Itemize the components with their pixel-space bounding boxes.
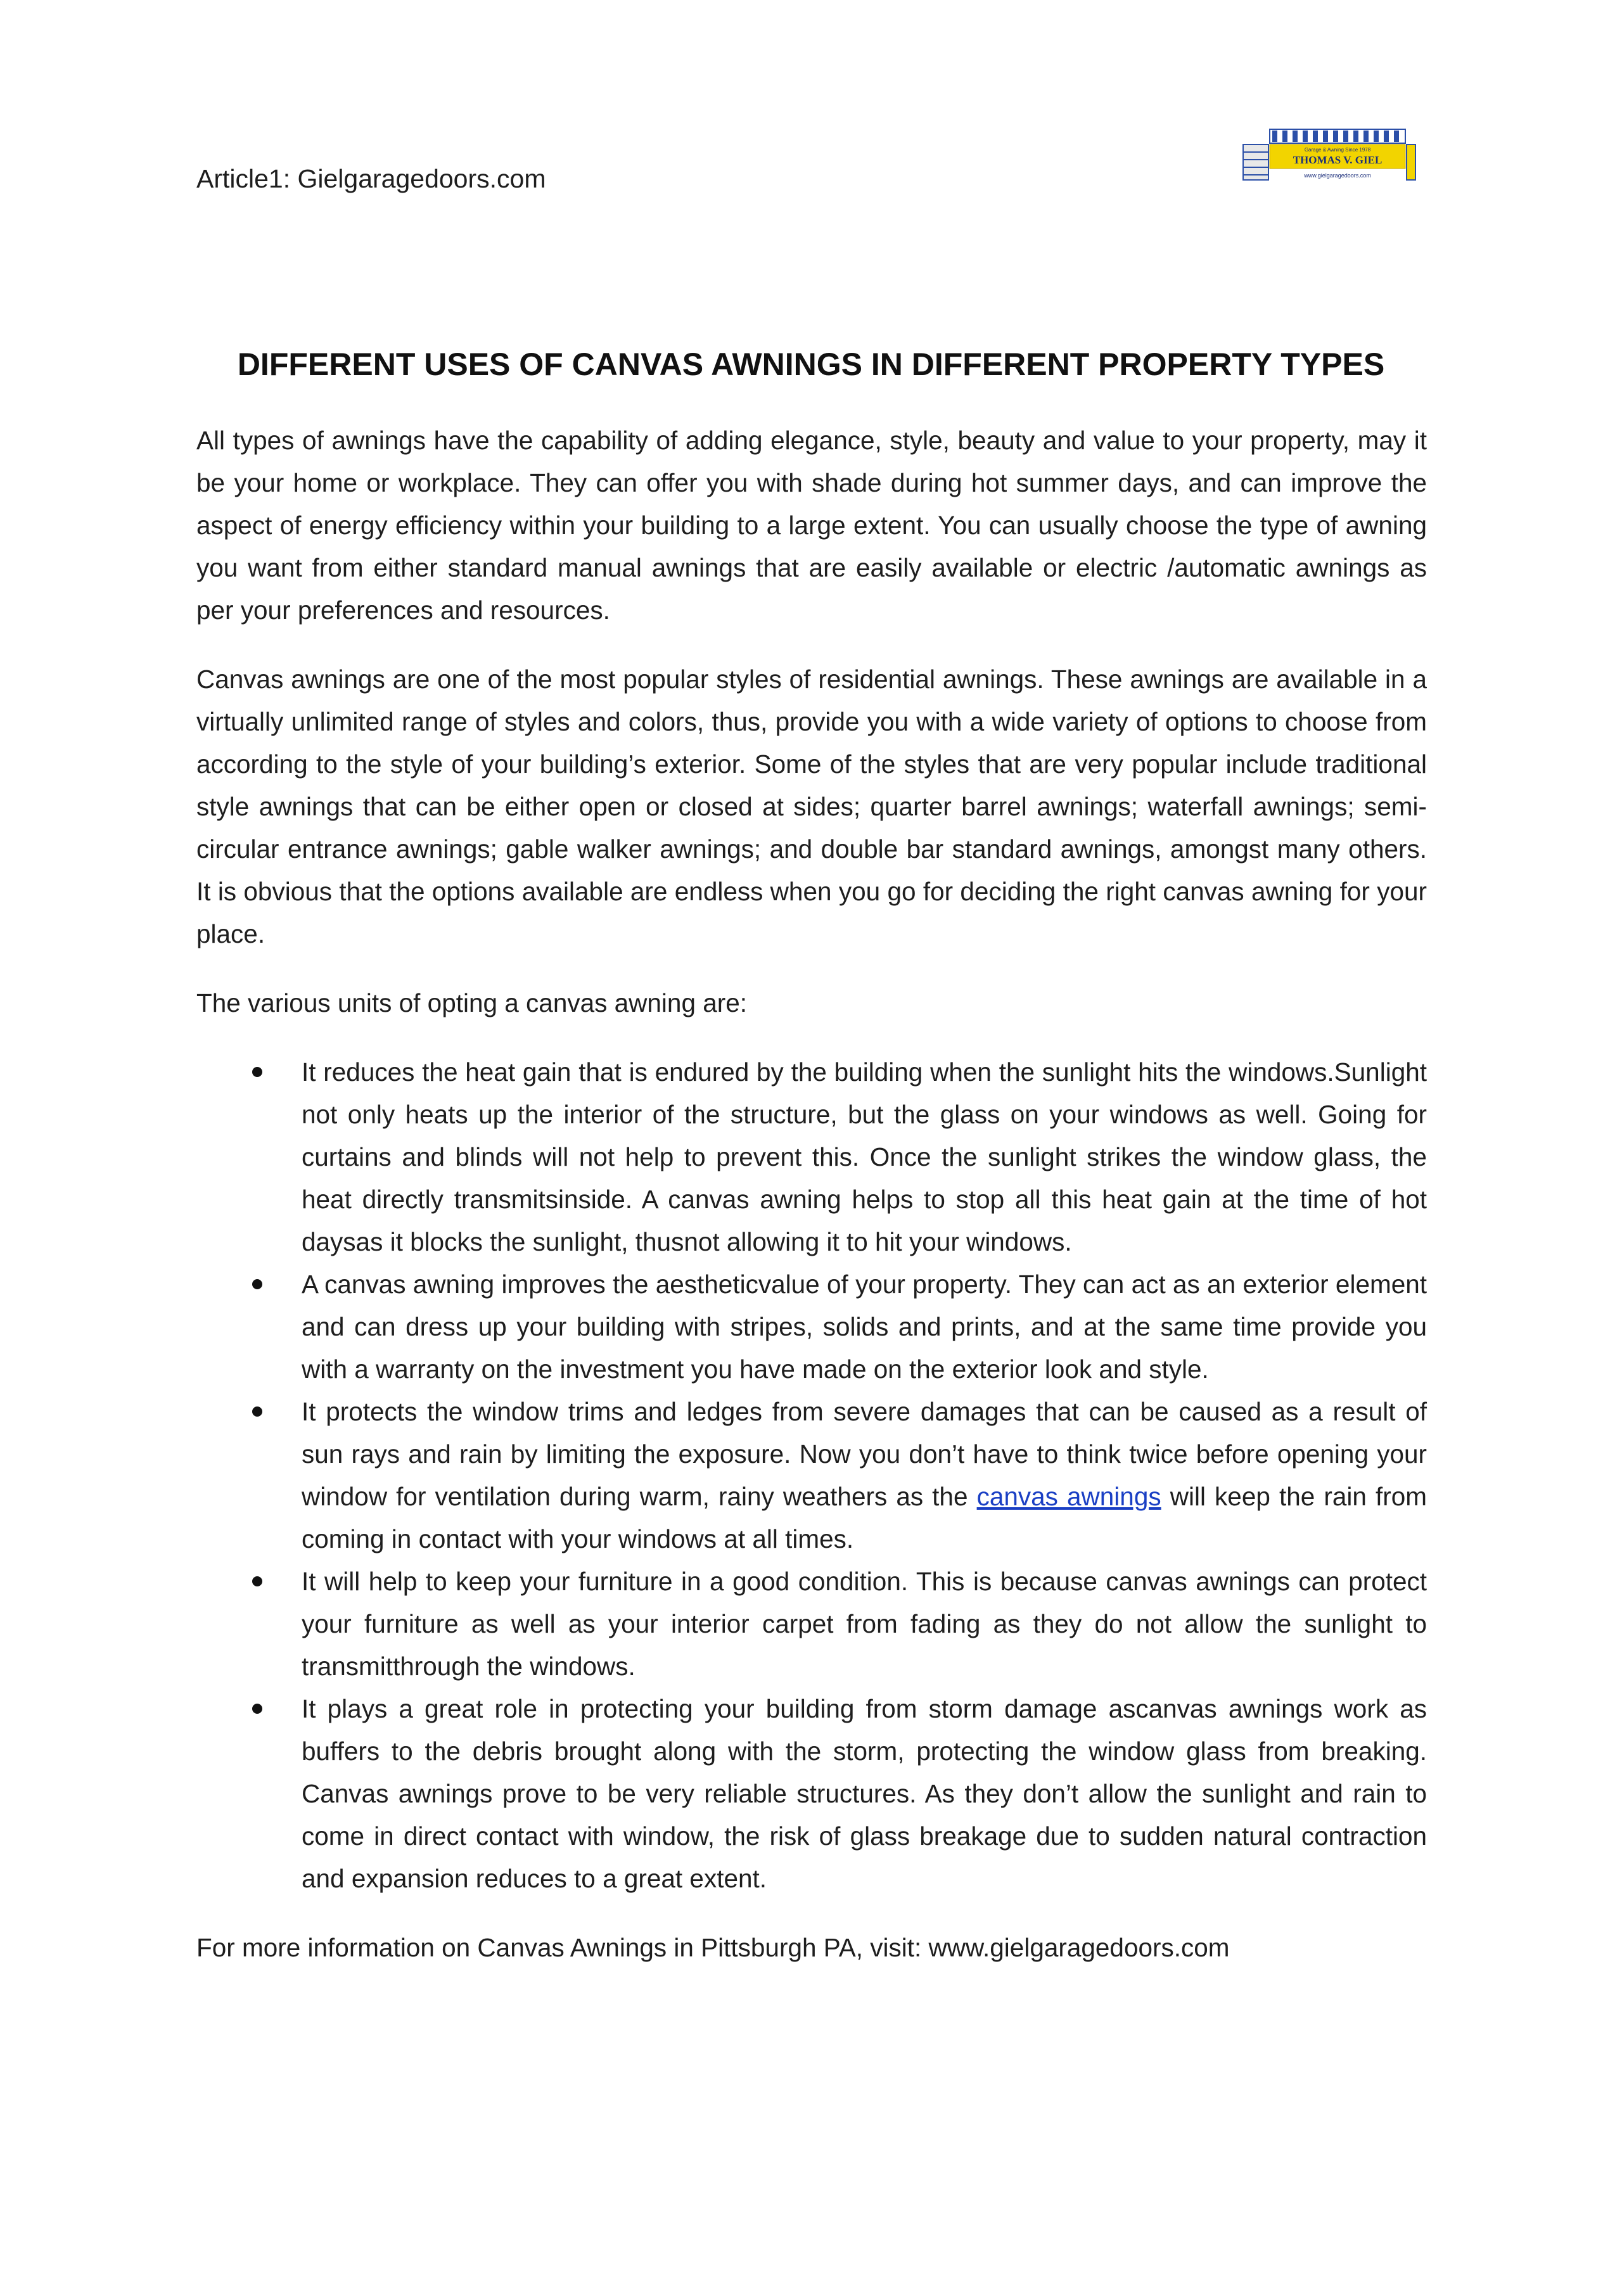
list-item — [196, 1391, 1427, 1560]
logo-url: www.gielgaragedoors.com — [1304, 172, 1371, 179]
bullet-icon — [252, 1576, 262, 1586]
bullet-icon — [252, 1406, 262, 1417]
article-label: Article1: Gielgaragedoors.com — [196, 164, 546, 193]
paragraph-intro: All types of awnings have the capability of adding elegance, style, beauty and value to your property, may it be your home or workplace. They can offer you with shade during hot summer days, and can improve the aspect of energy efficiency within your building to a large extent. You can usually choose the type of awning you want from either standard manual awnings that are easily available or electric /automatic awnings as per your preferences and resources. — [196, 426, 1427, 625]
awning-icon — [1270, 129, 1405, 143]
logo-company-name: THOMAS V. GIEL — [1293, 154, 1383, 166]
footer-info: For more information on Canvas Awnings in Pittsburgh PA, visit: www.gielgaragedoors.com — [196, 1933, 1230, 1962]
list-item-text: It plays a great role in protecting your building from storm damage ascanvas awnings work as buffers to the debris brought along with the storm, protecting the window glass from breaking. Canvas awnings prove to be very reliable structures. As they don’t allow the sunlight and rain to come in direct contact with window, the risk of glass breakage due to sudden natural contraction and expansion reduces to a great extent. — [302, 1694, 1427, 1893]
canvas-awnings-link[interactable]: canvas awnings — [976, 1482, 1161, 1511]
list-item-text-after-link: will keep the rain from coming in contact with your windows at all times. — [302, 1482, 1427, 1553]
document-title: DIFFERENT USES OF CANVAS AWNINGS IN DIFFERENT PROPERTY TYPES — [237, 347, 1385, 382]
list-item-text: It will help to keep your furniture in a good condition. This is because canvas awnings can protect your furniture as well as your interior carpet from fading as they do not allow the sunlight to transmitthrough the windows. — [302, 1567, 1427, 1681]
bullet-icon — [252, 1279, 262, 1289]
paragraph-canvas-styles: Canvas awnings are one of the most popular styles of residential awnings. These awnings are available in a virtually unlimited range of styles and colors, thus, provide you with a wide variety of options to choose from according to the style of your building’s exterior. Some of the styles that are very popular include traditional style awnings that can be either open or closed at sides; quarter barrel awnings; waterfall awnings; semi-circular entrance awnings; gable walker awnings; and double bar standard awnings, amongst many others. It is obvious that the options available are endless when you go for deciding the right canvas awning for your place. — [196, 665, 1427, 948]
list-intro: The various units of opting a canvas awning are: — [196, 988, 748, 1017]
list-item — [196, 1051, 1427, 1263]
document-body — [196, 419, 1427, 1969]
bullet-icon — [252, 1704, 262, 1714]
benefits-list — [196, 1051, 1427, 1900]
list-item — [196, 1263, 1427, 1391]
list-item — [196, 1688, 1427, 1900]
list-item — [196, 1560, 1427, 1688]
list-item-text: It reduces the heat gain that is endured by the building when the sunlight hits the windows.Sunlight not only heats up the interior of the structure, but the glass on your windows as well. Going for curtains and blinds will not help to prevent this. Once the sunlight strikes the window glass, the heat directly transmitsinside. A canvas awning helps to stop all this heat gain at the time of hot daysas it blocks the sunlight, thusnot allowing it to hit your windows. — [302, 1057, 1427, 1256]
list-item-text-before-link: It protects the window trims and ledges from severe damages that can be caused as a result of sun rays and rain by limiting the exposure. Now you don’t have to think twice before opening your window for ventilation during warm, rainy weathers as the — [302, 1397, 1427, 1511]
logo-tagline: Garage & Awning Since 1978 — [1304, 147, 1371, 153]
company-logo — [1242, 128, 1417, 186]
bullet-icon — [252, 1067, 262, 1077]
garage-door-icon — [1243, 144, 1268, 180]
list-item-text: A canvas awning improves the aestheticvalue of your property. They can act as an exterior element and can dress up your building with stripes, solids and prints, and at the same time provide you with a warranty on the investment you have made on the exterior look and style. — [302, 1270, 1427, 1384]
